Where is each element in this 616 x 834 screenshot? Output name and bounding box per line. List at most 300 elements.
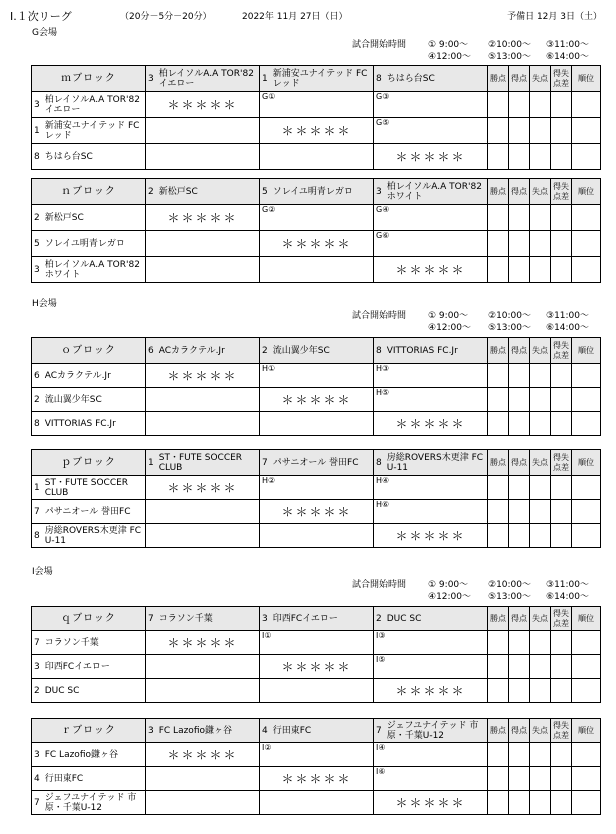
start-time-slot: ⑤13:00～ bbox=[488, 52, 532, 62]
stat-header: 得失点差 bbox=[551, 179, 572, 205]
team-name: 行田東FC bbox=[272, 725, 312, 736]
row-team-wrap bbox=[34, 478, 143, 498]
stat-header: 失点 bbox=[530, 719, 551, 743]
team-header-wrap bbox=[262, 614, 371, 624]
row-team-wrap bbox=[34, 662, 143, 672]
stat-header: 失点 bbox=[530, 607, 551, 631]
block-name: ｏブロック bbox=[32, 338, 146, 364]
stat-header: 勝点 bbox=[488, 719, 509, 743]
team-header-wrap bbox=[262, 187, 371, 197]
stat-cell bbox=[530, 388, 551, 412]
match-cell: I⑥ bbox=[374, 767, 488, 791]
team-name: ACカラクテル.Jr bbox=[44, 370, 111, 381]
stat-cell bbox=[572, 631, 601, 655]
team-name: パサニオール 誉田FC bbox=[44, 506, 131, 517]
team-column-header bbox=[374, 179, 488, 205]
team-number: 7 bbox=[34, 637, 40, 648]
stat-cell bbox=[509, 476, 530, 500]
team-number: 5 bbox=[34, 238, 40, 249]
team-name: DUC SC bbox=[386, 613, 422, 624]
start-time-slot: ④12:00～ bbox=[428, 52, 472, 62]
team-number: 1 bbox=[34, 125, 40, 136]
team-header-wrap bbox=[262, 346, 371, 356]
stat-cell bbox=[509, 257, 530, 283]
start-times-label: 試合開始時間 bbox=[352, 40, 407, 50]
team-number: 1 bbox=[262, 73, 268, 84]
team-number: 7 bbox=[148, 613, 154, 624]
table-row bbox=[32, 388, 601, 412]
start-times-label: 試合開始時間 bbox=[352, 580, 407, 590]
row-team-wrap bbox=[34, 152, 143, 162]
stat-cell bbox=[509, 92, 530, 118]
team-number: 3 bbox=[376, 186, 382, 197]
team-number: 5 bbox=[262, 186, 268, 197]
team-header-wrap bbox=[148, 614, 257, 624]
stat-header: 得失点差 bbox=[551, 450, 572, 476]
row-team bbox=[32, 631, 146, 655]
team-number: 2 bbox=[34, 685, 40, 696]
match-cell: I④ bbox=[374, 743, 488, 767]
team-number: 4 bbox=[34, 773, 40, 784]
row-team bbox=[32, 791, 146, 815]
row-team-wrap bbox=[34, 213, 143, 223]
stat-cell bbox=[530, 364, 551, 388]
team-header-wrap bbox=[148, 726, 257, 736]
row-team bbox=[32, 92, 146, 118]
match-cell: H⑤ bbox=[374, 388, 488, 412]
stat-cell bbox=[488, 631, 509, 655]
stat-cell bbox=[551, 364, 572, 388]
team-column-header bbox=[260, 450, 374, 476]
stat-cell bbox=[530, 791, 551, 815]
self-match-cell: ＊＊＊＊＊ bbox=[260, 500, 374, 524]
stat-cell bbox=[488, 679, 509, 703]
table-row bbox=[32, 791, 601, 815]
match-cell: H④ bbox=[374, 476, 488, 500]
stat-cell bbox=[551, 92, 572, 118]
stat-header: 順位 bbox=[572, 719, 601, 743]
team-name: 柏レイソルA.A TOR'82 イエロー bbox=[44, 94, 140, 115]
stat-cell bbox=[488, 118, 509, 144]
stat-cell bbox=[551, 655, 572, 679]
stat-cell bbox=[488, 655, 509, 679]
stat-cell bbox=[509, 767, 530, 791]
team-name: VITTORIAS FC.Jr bbox=[386, 345, 458, 356]
stat-cell bbox=[509, 231, 530, 257]
self-match-cell: ＊＊＊＊＊ bbox=[146, 92, 260, 118]
match-cell bbox=[260, 791, 374, 815]
match-cell bbox=[146, 144, 260, 170]
self-match-cell: ＊＊＊＊＊ bbox=[146, 631, 260, 655]
team-number: 8 bbox=[376, 457, 382, 468]
table-row bbox=[32, 231, 601, 257]
start-time-slot: ②10:00～ bbox=[488, 40, 532, 50]
self-match-cell: ＊＊＊＊＊ bbox=[374, 412, 488, 436]
team-name: 行田東FC bbox=[44, 773, 84, 784]
stat-cell bbox=[530, 231, 551, 257]
stat-header: 勝点 bbox=[488, 338, 509, 364]
team-name: ちはら台SC bbox=[386, 73, 435, 84]
start-time-slot: ④12:00～ bbox=[428, 323, 472, 333]
stat-header: 得失点差 bbox=[551, 66, 572, 92]
stat-cell bbox=[572, 500, 601, 524]
league-table bbox=[31, 178, 601, 283]
stat-header: 勝点 bbox=[488, 607, 509, 631]
team-number: 1 bbox=[148, 457, 154, 468]
stat-cell bbox=[551, 743, 572, 767]
match-cell: G⑤ bbox=[374, 118, 488, 144]
team-column-header bbox=[146, 450, 260, 476]
match-cell: G② bbox=[260, 205, 374, 231]
team-number: 8 bbox=[34, 151, 40, 162]
team-number: 3 bbox=[34, 749, 40, 760]
stat-cell bbox=[572, 679, 601, 703]
team-header-wrap bbox=[262, 69, 371, 89]
match-cell: H① bbox=[260, 364, 374, 388]
team-number: 3 bbox=[148, 725, 154, 736]
match-cell bbox=[260, 412, 374, 436]
row-team bbox=[32, 767, 146, 791]
match-cell: H⑥ bbox=[374, 500, 488, 524]
row-team-wrap bbox=[34, 260, 143, 280]
stat-header: 得点 bbox=[509, 66, 530, 92]
team-number: 2 bbox=[34, 212, 40, 223]
stat-cell bbox=[530, 476, 551, 500]
team-header-wrap bbox=[376, 453, 485, 473]
stat-header: 順位 bbox=[572, 338, 601, 364]
match-cell: I① bbox=[260, 631, 374, 655]
stat-header: 得点 bbox=[509, 607, 530, 631]
row-team-wrap bbox=[34, 507, 143, 517]
stat-cell bbox=[530, 257, 551, 283]
stat-cell bbox=[551, 500, 572, 524]
team-header-wrap bbox=[376, 182, 485, 202]
stat-cell bbox=[551, 679, 572, 703]
team-header-wrap bbox=[262, 458, 371, 468]
match-cell bbox=[146, 500, 260, 524]
match-cell bbox=[146, 257, 260, 283]
row-team bbox=[32, 743, 146, 767]
self-match-cell: ＊＊＊＊＊ bbox=[260, 767, 374, 791]
team-name: 新松戸SC bbox=[158, 186, 198, 197]
reserve-date: 予備日 12月 3日（土） bbox=[507, 12, 602, 22]
team-number: 8 bbox=[376, 73, 382, 84]
table-row bbox=[32, 655, 601, 679]
team-column-header bbox=[374, 66, 488, 92]
page-header bbox=[10, 10, 606, 24]
row-team-wrap bbox=[34, 371, 143, 381]
stat-cell bbox=[530, 500, 551, 524]
stat-cell bbox=[530, 412, 551, 436]
stat-header: 得失点差 bbox=[551, 338, 572, 364]
stat-cell bbox=[530, 631, 551, 655]
row-team bbox=[32, 388, 146, 412]
team-name: コラソン千葉 bbox=[158, 613, 213, 624]
team-column-header bbox=[260, 66, 374, 92]
row-team-wrap bbox=[34, 686, 143, 696]
team-column-header bbox=[260, 338, 374, 364]
stat-header: 得点 bbox=[509, 179, 530, 205]
stat-cell bbox=[509, 679, 530, 703]
team-header-wrap bbox=[262, 726, 371, 736]
team-header-wrap bbox=[376, 74, 485, 84]
table-row bbox=[32, 144, 601, 170]
match-cell bbox=[260, 679, 374, 703]
row-team-wrap bbox=[34, 395, 143, 405]
stat-cell bbox=[572, 92, 601, 118]
team-number: 2 bbox=[148, 186, 154, 197]
team-number: 3 bbox=[34, 661, 40, 672]
stat-cell bbox=[551, 412, 572, 436]
row-team-wrap bbox=[34, 638, 143, 648]
team-name: 新松戸SC bbox=[44, 212, 84, 223]
stat-cell bbox=[530, 92, 551, 118]
stat-cell bbox=[530, 205, 551, 231]
row-team bbox=[32, 476, 146, 500]
table-row bbox=[32, 412, 601, 436]
start-times-label: 試合開始時間 bbox=[352, 311, 407, 321]
team-number: 1 bbox=[34, 482, 40, 493]
match-cell: I② bbox=[260, 743, 374, 767]
start-time-slot: ① 9:00～ bbox=[428, 580, 469, 590]
team-name: FC Lazofio鎌ヶ谷 bbox=[44, 749, 118, 760]
stat-cell bbox=[530, 767, 551, 791]
stat-cell bbox=[530, 679, 551, 703]
stat-cell bbox=[551, 205, 572, 231]
self-match-cell: ＊＊＊＊＊ bbox=[146, 364, 260, 388]
stat-cell bbox=[572, 476, 601, 500]
start-time-slot: ⑤13:00～ bbox=[488, 323, 532, 333]
start-time-slot: ① 9:00～ bbox=[428, 311, 469, 321]
stat-cell bbox=[509, 364, 530, 388]
team-header-wrap bbox=[376, 346, 485, 356]
start-time-slot: ②10:00～ bbox=[488, 311, 532, 321]
table-row bbox=[32, 118, 601, 144]
team-number: 3 bbox=[148, 73, 154, 84]
stat-header: 順位 bbox=[572, 179, 601, 205]
team-column-header bbox=[260, 719, 374, 743]
block-name: ｒブロック bbox=[32, 719, 146, 743]
match-cell: H③ bbox=[374, 364, 488, 388]
team-name: コラソン千葉 bbox=[44, 637, 99, 648]
self-match-cell: ＊＊＊＊＊ bbox=[260, 655, 374, 679]
team-name: ST・FUTE SOCCER CLUB bbox=[158, 452, 243, 473]
stat-cell bbox=[572, 364, 601, 388]
table-row bbox=[32, 524, 601, 548]
start-time-slot: ⑤13:00～ bbox=[488, 592, 532, 602]
stat-cell bbox=[551, 257, 572, 283]
stat-cell bbox=[509, 743, 530, 767]
team-name: ACカラクテル.Jr bbox=[158, 345, 225, 356]
table-row bbox=[32, 257, 601, 283]
team-number: 2 bbox=[262, 345, 268, 356]
team-number: 8 bbox=[34, 418, 40, 429]
team-number: 3 bbox=[262, 613, 268, 624]
match-cell: I③ bbox=[374, 631, 488, 655]
team-column-header bbox=[146, 66, 260, 92]
table-row bbox=[32, 631, 601, 655]
match-cell: I⑤ bbox=[374, 655, 488, 679]
self-match-cell: ＊＊＊＊＊ bbox=[374, 791, 488, 815]
team-name: 柏レイソルA.A TOR'82 イエロー bbox=[158, 68, 254, 89]
stat-header: 得失点差 bbox=[551, 719, 572, 743]
stat-cell bbox=[530, 655, 551, 679]
row-team bbox=[32, 524, 146, 548]
stat-cell bbox=[488, 92, 509, 118]
block-name: ｎブロック bbox=[32, 179, 146, 205]
team-name: 新浦安ユナイテッド FCレッド bbox=[272, 68, 368, 89]
start-time-slot: ⑥14:00～ bbox=[546, 592, 590, 602]
stat-cell bbox=[572, 767, 601, 791]
match-format: （20分－5分－20分） bbox=[120, 12, 212, 22]
self-match-cell: ＊＊＊＊＊ bbox=[374, 257, 488, 283]
row-team bbox=[32, 364, 146, 388]
team-name: ソレイユ明青レガロ bbox=[44, 238, 125, 249]
stat-header: 失点 bbox=[530, 450, 551, 476]
match-cell bbox=[146, 767, 260, 791]
match-cell bbox=[146, 388, 260, 412]
venue-name: H会場 bbox=[32, 299, 57, 309]
team-column-header bbox=[260, 179, 374, 205]
stat-header: 順位 bbox=[572, 66, 601, 92]
stat-cell bbox=[509, 412, 530, 436]
team-name: DUC SC bbox=[44, 685, 80, 696]
stat-header: 勝点 bbox=[488, 450, 509, 476]
team-number: 7 bbox=[34, 506, 40, 517]
team-number: 8 bbox=[376, 345, 382, 356]
stat-cell bbox=[488, 205, 509, 231]
team-name: VITTORIAS FC.Jr bbox=[44, 418, 116, 429]
match-cell bbox=[146, 655, 260, 679]
team-number: 8 bbox=[34, 530, 40, 541]
block-name: ｍブロック bbox=[32, 66, 146, 92]
stat-cell bbox=[509, 500, 530, 524]
table-row bbox=[32, 767, 601, 791]
stat-cell bbox=[488, 500, 509, 524]
start-times bbox=[352, 579, 602, 603]
stat-cell bbox=[572, 231, 601, 257]
stat-cell bbox=[551, 524, 572, 548]
team-header-wrap bbox=[148, 187, 257, 197]
team-name: 流山翼少年SC bbox=[272, 345, 330, 356]
stat-cell bbox=[509, 655, 530, 679]
stat-cell bbox=[488, 476, 509, 500]
stat-header: 順位 bbox=[572, 607, 601, 631]
stat-header: 得点 bbox=[509, 450, 530, 476]
self-match-cell: ＊＊＊＊＊ bbox=[260, 388, 374, 412]
team-name: 流山翼少年SC bbox=[44, 394, 102, 405]
team-name: 柏レイソルA.A TOR'82 ホワイト bbox=[44, 259, 140, 280]
match-cell bbox=[146, 118, 260, 144]
match-cell bbox=[146, 679, 260, 703]
team-number: 3 bbox=[34, 99, 40, 110]
stat-cell bbox=[572, 412, 601, 436]
team-name: ST・FUTE SOCCER CLUB bbox=[44, 477, 129, 498]
team-number: 7 bbox=[34, 797, 40, 808]
stat-cell bbox=[488, 231, 509, 257]
stat-cell bbox=[572, 524, 601, 548]
row-team bbox=[32, 655, 146, 679]
stat-cell bbox=[530, 144, 551, 170]
stat-header: 失点 bbox=[530, 66, 551, 92]
league-table bbox=[31, 65, 601, 170]
league-table bbox=[31, 718, 601, 815]
team-number: 7 bbox=[376, 725, 382, 736]
league-table bbox=[31, 606, 601, 703]
row-team bbox=[32, 205, 146, 231]
match-cell bbox=[146, 412, 260, 436]
stat-header: 得点 bbox=[509, 338, 530, 364]
stat-cell bbox=[551, 476, 572, 500]
stat-cell bbox=[488, 257, 509, 283]
self-match-cell: ＊＊＊＊＊ bbox=[146, 476, 260, 500]
stat-cell bbox=[572, 791, 601, 815]
team-number: 3 bbox=[34, 264, 40, 275]
row-team-wrap bbox=[34, 793, 143, 813]
self-match-cell: ＊＊＊＊＊ bbox=[374, 679, 488, 703]
match-cell bbox=[260, 257, 374, 283]
team-column-header bbox=[374, 719, 488, 743]
stat-cell bbox=[488, 524, 509, 548]
row-team-wrap bbox=[34, 750, 143, 760]
match-cell: G① bbox=[260, 92, 374, 118]
team-name: 印西FCイエロー bbox=[44, 661, 110, 672]
start-time-slot: ②10:00～ bbox=[488, 580, 532, 590]
row-team-wrap bbox=[34, 95, 143, 115]
row-team bbox=[32, 144, 146, 170]
stat-cell bbox=[551, 388, 572, 412]
team-name: ジェフユナイテッド 市原・千葉U-12 bbox=[44, 792, 137, 813]
team-number: 2 bbox=[376, 613, 382, 624]
league-title: Ⅰ.１次リーグ bbox=[10, 10, 72, 23]
row-team bbox=[32, 412, 146, 436]
self-match-cell: ＊＊＊＊＊ bbox=[374, 144, 488, 170]
team-name: 新浦安ユナイテッド FCレッド bbox=[44, 120, 140, 141]
team-column-header bbox=[146, 338, 260, 364]
team-column-header bbox=[146, 179, 260, 205]
row-team bbox=[32, 118, 146, 144]
stat-cell bbox=[572, 388, 601, 412]
block-name: ｑブロック bbox=[32, 607, 146, 631]
stat-header: 失点 bbox=[530, 179, 551, 205]
match-cell: G③ bbox=[374, 92, 488, 118]
stat-cell bbox=[509, 144, 530, 170]
table-row bbox=[32, 92, 601, 118]
start-time-slot: ③11:00～ bbox=[546, 40, 590, 50]
table-row bbox=[32, 679, 601, 703]
stat-cell bbox=[572, 743, 601, 767]
stat-cell bbox=[488, 412, 509, 436]
match-cell bbox=[260, 144, 374, 170]
stat-cell bbox=[509, 205, 530, 231]
table-row bbox=[32, 500, 601, 524]
stat-cell bbox=[488, 743, 509, 767]
start-time-slot: ① 9:00～ bbox=[428, 40, 469, 50]
stat-cell bbox=[551, 231, 572, 257]
stat-cell bbox=[488, 791, 509, 815]
stat-cell bbox=[509, 388, 530, 412]
stat-cell bbox=[488, 388, 509, 412]
stat-cell bbox=[551, 631, 572, 655]
venue-name: G会場 bbox=[32, 28, 57, 38]
team-name: 房総ROVERS木更津 FC U-11 bbox=[44, 525, 142, 546]
row-team bbox=[32, 231, 146, 257]
row-team-wrap bbox=[34, 774, 143, 784]
self-match-cell: ＊＊＊＊＊ bbox=[146, 205, 260, 231]
start-time-slot: ⑥14:00～ bbox=[546, 323, 590, 333]
team-name: ちはら台SC bbox=[44, 151, 93, 162]
match-cell: G④ bbox=[374, 205, 488, 231]
